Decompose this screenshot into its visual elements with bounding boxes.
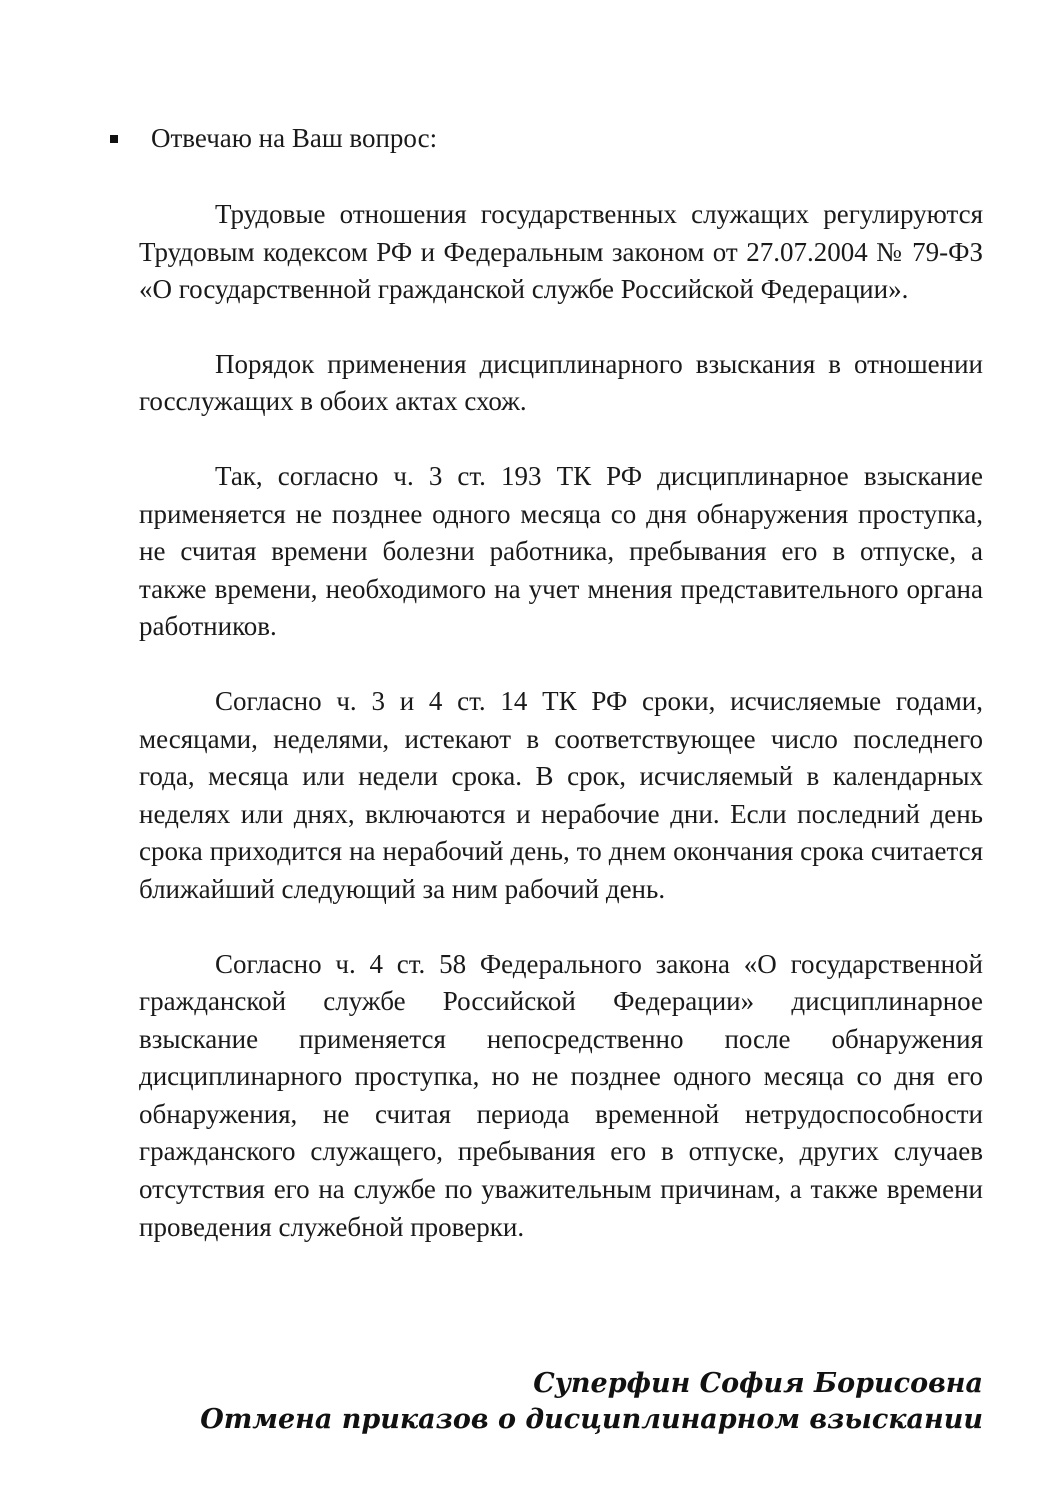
signature-topic: Отмена приказов о дисциплинарном взыскании: [200, 1404, 983, 1435]
paragraph-fz-58: Согласно ч. 4 ст. 58 Федерального закона «О государственной гражданской службе Российской Федерации» дисциплинарное взыскание применяется непосредственно после обнаружения дисциплинарного проступка, но не позднее одного месяца со дня его обнаружения, не считая периода временной нетрудоспособности гражданского служащего, пребывания его в отпуске, других случаев отсутствия его на службе по уважительным причинам, а также времени проведения служебной проверки.: [139, 948, 983, 1242]
square-bullet-icon: [110, 135, 118, 143]
intro-text: Отвечаю на Ваш вопрос:: [151, 123, 438, 153]
signature-block: [200, 1366, 983, 1438]
paragraph-procedure: Порядок применения дисциплинарного взыскания в отношении госслужащих в обоих актах схож.: [139, 348, 983, 417]
answer-body: [139, 196, 983, 1283]
intro-bullet-line: [110, 122, 437, 154]
paragraph-tk-193: Так, согласно ч. 3 ст. 193 ТК РФ дисциплинарное взыскание применяется не позднее одного месяца со дня обнаружения проступка, не считая времени болезни работника, пребывания его в отпуске, а также времени, необходимого на учет мнения представительного органа работников.: [139, 460, 983, 642]
signature-author: Суперфин София Борисовна: [533, 1368, 983, 1399]
paragraph-tk-14: Согласно ч. 3 и 4 ст. 14 ТК РФ сроки, исчисляемые годами, месяцами, неделями, истекают в соответствующее число последнего года, месяца или недели срока. В срок, исчисляемый в календарных неделях или днях, включаются и нерабочие дни. Если последний день срока приходится на нерабочий день, то днем окончания срока считается ближайший следующий за ним рабочий день.: [139, 685, 983, 904]
paragraph-legal-basis: Трудовые отношения государственных служащих регулируются Трудовым кодексом РФ и Федеральным законом от 27.07.2004 № 79-ФЗ «О государственной гражданской службе Российской Федерации».: [139, 199, 983, 305]
